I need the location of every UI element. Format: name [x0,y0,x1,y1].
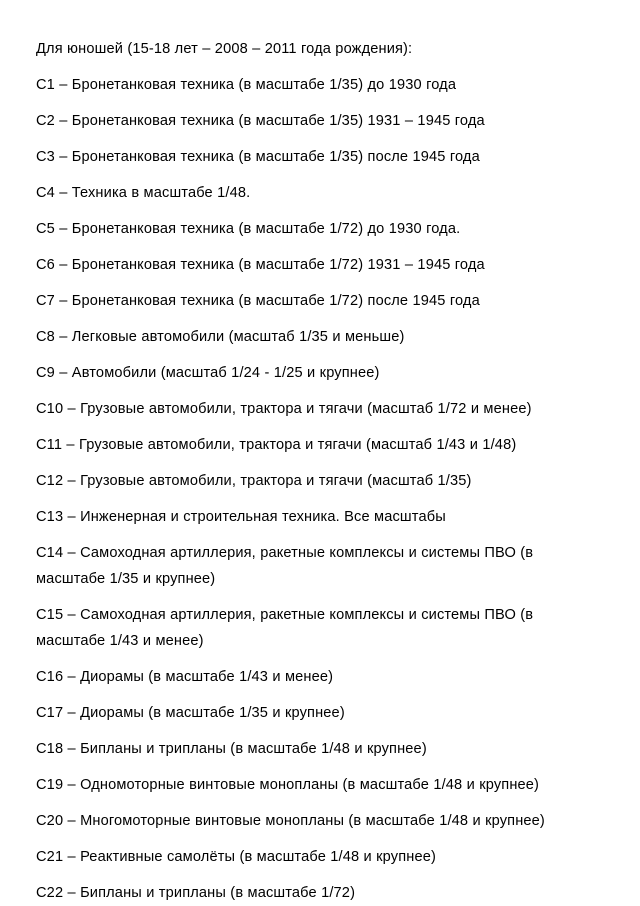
category-item: C16 – Диорамы (в масштабе 1/43 и менее) [36,669,334,685]
document-body [36,36,601,906]
category-item: C13 – Инженерная и строительная техника. Все масштабы [36,509,446,525]
category-item: C9 – Автомобили (масштаб 1/24 - 1/25 и крупнее) [36,365,380,381]
category-item: C1 – Бронетанковая техника (в масштабе 1/35) до 1930 года [36,77,457,93]
category-list [36,72,601,906]
category-item: C3 – Бронетанковая техника (в масштабе 1/35) после 1945 года [36,149,480,165]
category-item: C12 – Грузовые автомобили, трактора и тягачи (масштаб 1/35) [36,473,472,489]
category-item: C5 – Бронетанковая техника (в масштабе 1/72) до 1930 года. [36,221,461,237]
category-item: C21 – Реактивные самолёты (в масштабе 1/48 и крупнее) [36,849,436,865]
category-item: C20 – Многомоторные винтовые монопланы (в масштабе 1/48 и крупнее) [36,813,545,829]
category-item: C6 – Бронетанковая техника (в масштабе 1/72) 1931 – 1945 года [36,257,485,273]
category-item: C19 – Одномоторные винтовые монопланы (в масштабе 1/48 и крупнее) [36,777,540,793]
category-item: C2 – Бронетанковая техника (в масштабе 1/35) 1931 – 1945 года [36,113,485,129]
category-item: C8 – Легковые автомобили (масштаб 1/35 и меньше) [36,329,405,345]
category-item: C10 – Грузовые автомобили, трактора и тягачи (масштаб 1/72 и менее) [36,401,532,417]
category-item: C22 – Бипланы и трипланы (в масштабе 1/72) [36,885,356,901]
category-item: C14 – Самоходная артиллерия, ракетные комплексы и системы ПВО (в масштабе 1/35 и крупнее) [36,545,534,587]
category-item: C7 – Бронетанковая техника (в масштабе 1/72) после 1945 года [36,293,480,309]
category-item: C17 – Диорамы (в масштабе 1/35 и крупнее) [36,705,345,721]
category-item: C18 – Бипланы и трипланы (в масштабе 1/48 и крупнее) [36,741,427,757]
category-item: C4 – Техника в масштабе 1/48. [36,185,251,201]
category-item: C15 – Самоходная артиллерия, ракетные комплексы и системы ПВО (в масштабе 1/43 и менее) [36,607,534,649]
document-heading: Для юношей (15-18 лет – 2008 – 2011 года рождения): [36,41,413,57]
category-item: C11 – Грузовые автомобили, трактора и тягачи (масштаб 1/43 и 1/48) [36,437,517,453]
